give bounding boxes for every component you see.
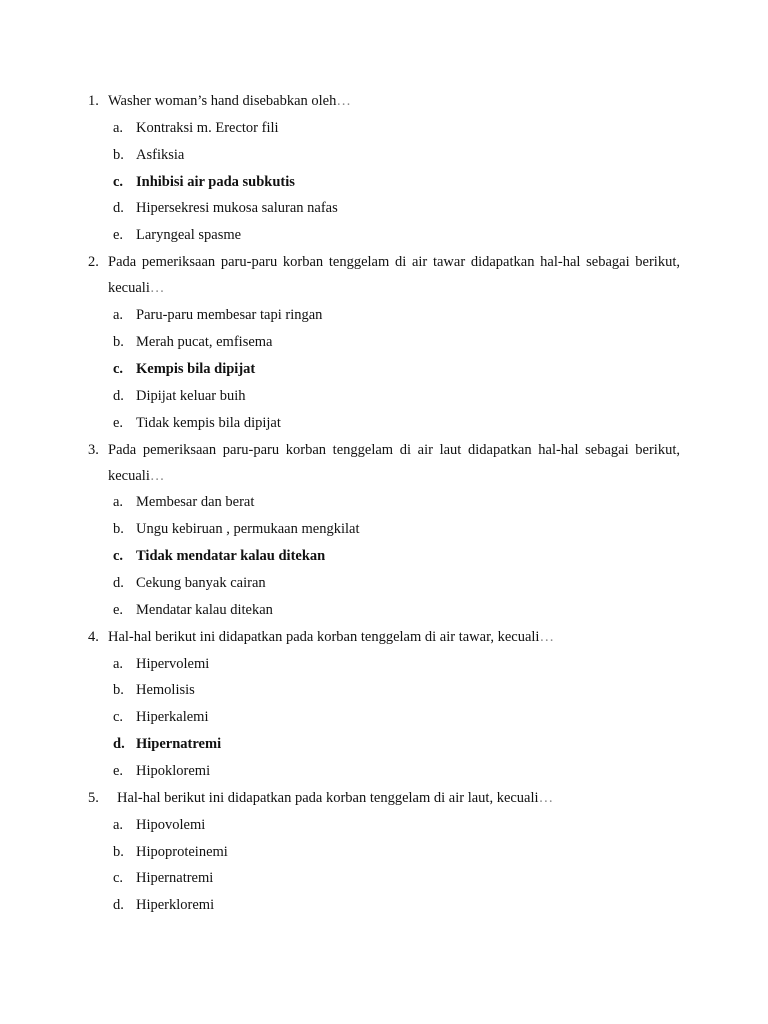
question-2	[88, 249, 680, 301]
option-4e: e. Hipokloremi	[113, 763, 211, 779]
option-1d: d. Hipersekresi mukosa saluran nafas	[113, 200, 338, 216]
ellipsis: …	[539, 629, 554, 645]
option-2c-answer: c. Kempis bila dipijat	[113, 361, 256, 377]
option-3c-answer: c. Tidak mendatar kalau ditekan	[113, 548, 326, 564]
question-text: Washer woman’s hand disebabkan oleh…	[108, 93, 351, 109]
option-3a: a. Membesar dan berat	[113, 494, 255, 510]
option-5d: d. Hiperkloremi	[113, 897, 215, 913]
option-2e: e. Tidak kempis bila dipijat	[113, 415, 281, 431]
option-3b: b. Ungu kebiruan , permukaan mengkilat	[113, 521, 360, 537]
question-number: 1.	[88, 93, 99, 109]
option-4a: a. Hipervolemi	[113, 656, 210, 672]
option-3d: d. Cekung banyak cairan	[113, 575, 266, 591]
question-number: 5.	[88, 790, 99, 806]
question-4	[88, 624, 680, 650]
option-1b: b. Asfiksia	[113, 147, 185, 163]
ellipsis: …	[336, 93, 351, 109]
ellipsis: …	[149, 280, 165, 296]
question-3	[88, 437, 680, 489]
option-5a: a. Hipovolemi	[113, 817, 206, 833]
question-5	[88, 785, 680, 811]
option-4c: c. Hiperkalemi	[113, 709, 209, 725]
option-3e: e. Mendatar kalau ditekan	[113, 602, 273, 618]
option-4b: b. Hemolisis	[113, 682, 195, 698]
option-4d-answer: d. Hipernatremi	[113, 736, 222, 752]
option-1e: e. Laryngeal spasme	[113, 227, 242, 243]
option-5c: c. Hipernatremi	[113, 870, 214, 886]
question-text: Pada pemeriksaan paru-paru korban tenggelam di air laut didapatkan hal-hal sebagai berikut, kecuali…	[108, 442, 680, 484]
option-2a: a. Paru-paru membesar tapi ringan	[113, 307, 323, 323]
option-5b: b. Hipoproteinemi	[113, 844, 228, 860]
ellipsis: …	[149, 468, 165, 484]
option-2d: d. Dipijat keluar buih	[113, 388, 246, 404]
question-number: 3.	[88, 442, 99, 458]
question-1	[88, 88, 680, 114]
option-2b: b. Merah pucat, emfisema	[113, 334, 273, 350]
question-text: Hal-hal berikut ini didapatkan pada korban tenggelam di air laut, kecuali…	[117, 790, 554, 806]
question-number: 2.	[88, 254, 99, 270]
question-number: 4.	[88, 629, 99, 645]
option-1c-answer: c. Inhibisi air pada subkutis	[113, 174, 295, 190]
option-1a: a. Kontraksi m. Erector fili	[113, 120, 279, 136]
question-text: Hal-hal berikut ini didapatkan pada korban tenggelam di air tawar, kecuali…	[108, 629, 554, 645]
ellipsis: …	[538, 790, 554, 806]
question-text: Pada pemeriksaan paru-paru korban tenggelam di air tawar didapatkan hal-hal sebagai berikut, kecuali…	[108, 254, 680, 296]
